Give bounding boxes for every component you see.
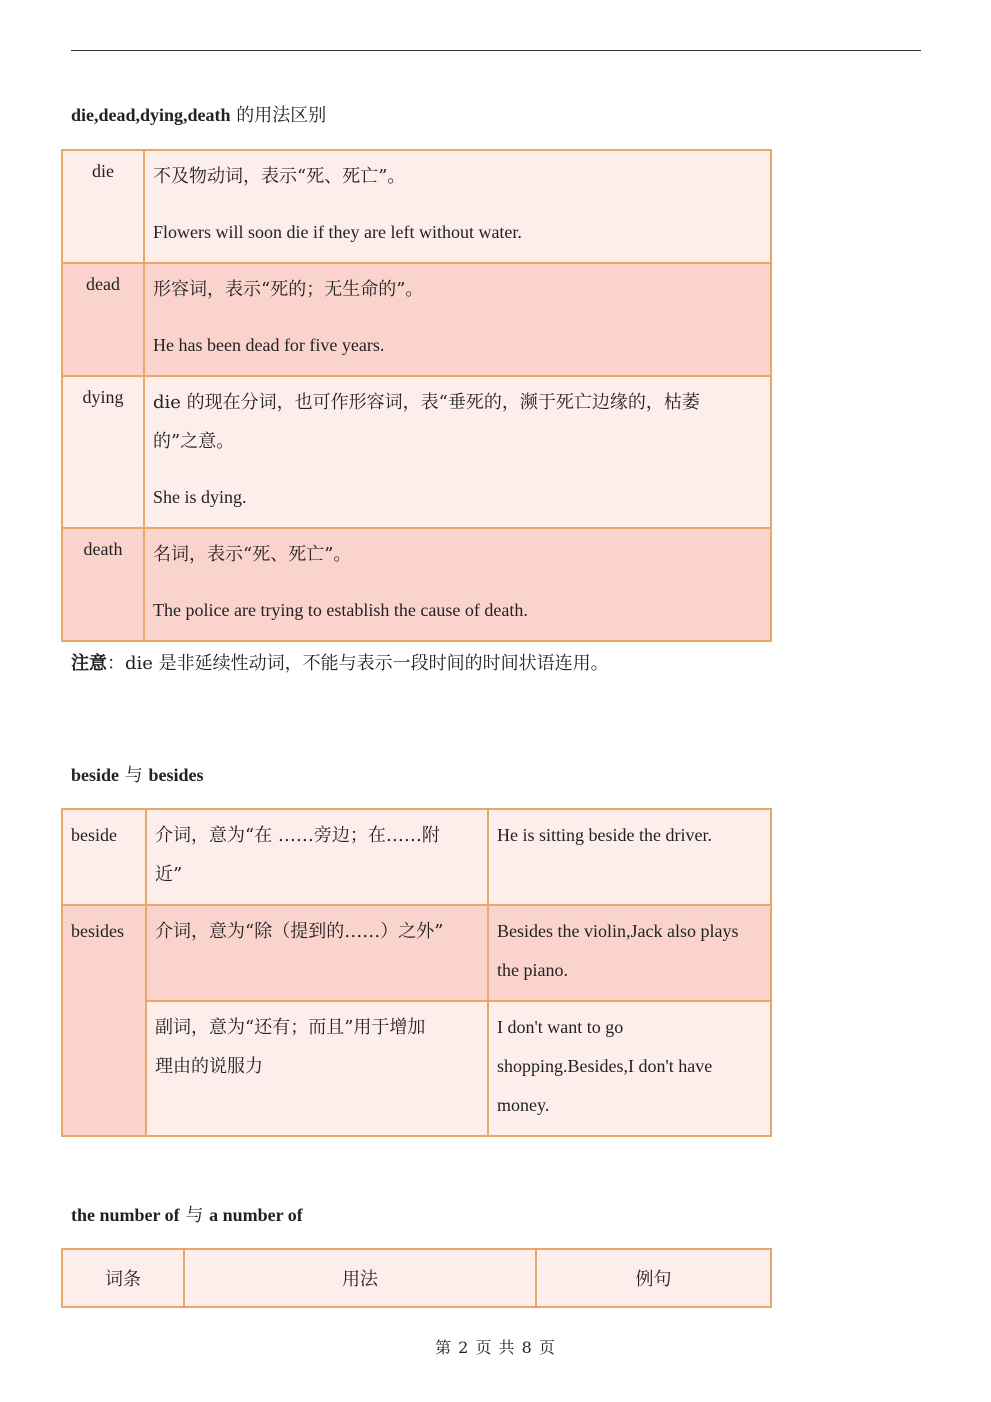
meaning-cell <box>146 905 488 1001</box>
section3-heading <box>71 1201 303 1227</box>
meaning-cell <box>146 809 488 905</box>
column-header-usage: 用法 <box>184 1249 536 1307</box>
table-row <box>62 263 771 376</box>
table-row <box>62 376 771 528</box>
table-header-row <box>62 1249 771 1307</box>
example-sentence: the piano. <box>497 960 568 980</box>
heading-connector: 与 <box>179 1205 210 1226</box>
heading-term-a: the number of <box>71 1205 180 1225</box>
note-label: 注意 <box>71 653 107 674</box>
example-sentence: He has been dead for five years. <box>153 335 385 355</box>
note-text: ：die 是非延续性动词，不能与表示一段时间的时间状语连用。 <box>107 653 609 674</box>
example-sentence: Flowers will soon die if they are left without water. <box>153 222 522 242</box>
section1-heading <box>71 101 326 127</box>
page-footer: 第 2 页 共 8 页 <box>435 1338 556 1357</box>
example-sentence: He is sitting beside the driver. <box>497 825 712 845</box>
heading-term-b: a number of <box>209 1205 303 1225</box>
number-of-table <box>61 1248 772 1308</box>
definition-text: 不及物动词，表示“死、死亡”。 <box>153 166 406 187</box>
definition-cell <box>144 150 771 263</box>
example-cell <box>488 1001 771 1136</box>
meaning-cell <box>146 1001 488 1136</box>
table-row <box>62 1001 771 1136</box>
meaning-text: 近” <box>155 864 183 885</box>
die-usage-table <box>61 149 772 642</box>
example-sentence: money. <box>497 1095 550 1115</box>
example-cell <box>488 905 771 1001</box>
definition-text: 形容词，表示“死的；无生命的”。 <box>153 279 424 300</box>
table-row <box>62 905 771 1001</box>
meaning-text: 副词，意为“还有；而且”用于增加 <box>155 1017 426 1038</box>
table-row <box>62 809 771 905</box>
definition-text: 的”之意。 <box>153 431 235 452</box>
term-cell: beside <box>62 809 146 905</box>
term-cell: dying <box>62 376 144 528</box>
heading-term-a: beside <box>71 765 120 785</box>
definition-cell <box>144 376 771 528</box>
definition-cell <box>144 263 771 376</box>
meaning-text: 理由的说服力 <box>155 1056 263 1077</box>
meaning-text: 介词，意为“除（提到的……）之外” <box>155 921 444 942</box>
section2-heading <box>71 761 203 787</box>
example-sentence: I don't want to go <box>497 1017 624 1037</box>
column-header-term: 词条 <box>62 1249 184 1307</box>
section1-heading-suffix: 的用法区别 <box>230 105 327 126</box>
term-cell: dead <box>62 263 144 376</box>
term-cell: besides <box>62 905 146 1136</box>
table-row <box>62 528 771 641</box>
beside-besides-table <box>61 808 772 1137</box>
term-cell: death <box>62 528 144 641</box>
column-header-example: 例句 <box>536 1249 771 1307</box>
example-sentence: shopping.Besides,I don't have <box>497 1056 713 1076</box>
table-row <box>62 150 771 263</box>
example-cell <box>488 809 771 905</box>
example-sentence: She is dying. <box>153 487 247 507</box>
definition-cell <box>144 528 771 641</box>
heading-term-b: besides <box>148 765 204 785</box>
usage-note <box>71 649 609 675</box>
example-sentence: The police are trying to establish the cause of death. <box>153 600 528 620</box>
header-rule <box>71 50 921 51</box>
term-cell: die <box>62 150 144 263</box>
section1-heading-terms: die,dead,dying,death <box>71 105 231 125</box>
definition-text: 名词，表示“死、死亡”。 <box>153 544 352 565</box>
heading-connector: 与 <box>119 765 149 786</box>
definition-text: die 的现在分词，也可作形容词，表“垂死的，濒于死亡边缘的，枯萎 <box>153 392 700 413</box>
example-sentence: Besides the violin,Jack also plays <box>497 921 739 941</box>
meaning-text: 介词，意为“在 ……旁边；在……附 <box>155 825 440 846</box>
